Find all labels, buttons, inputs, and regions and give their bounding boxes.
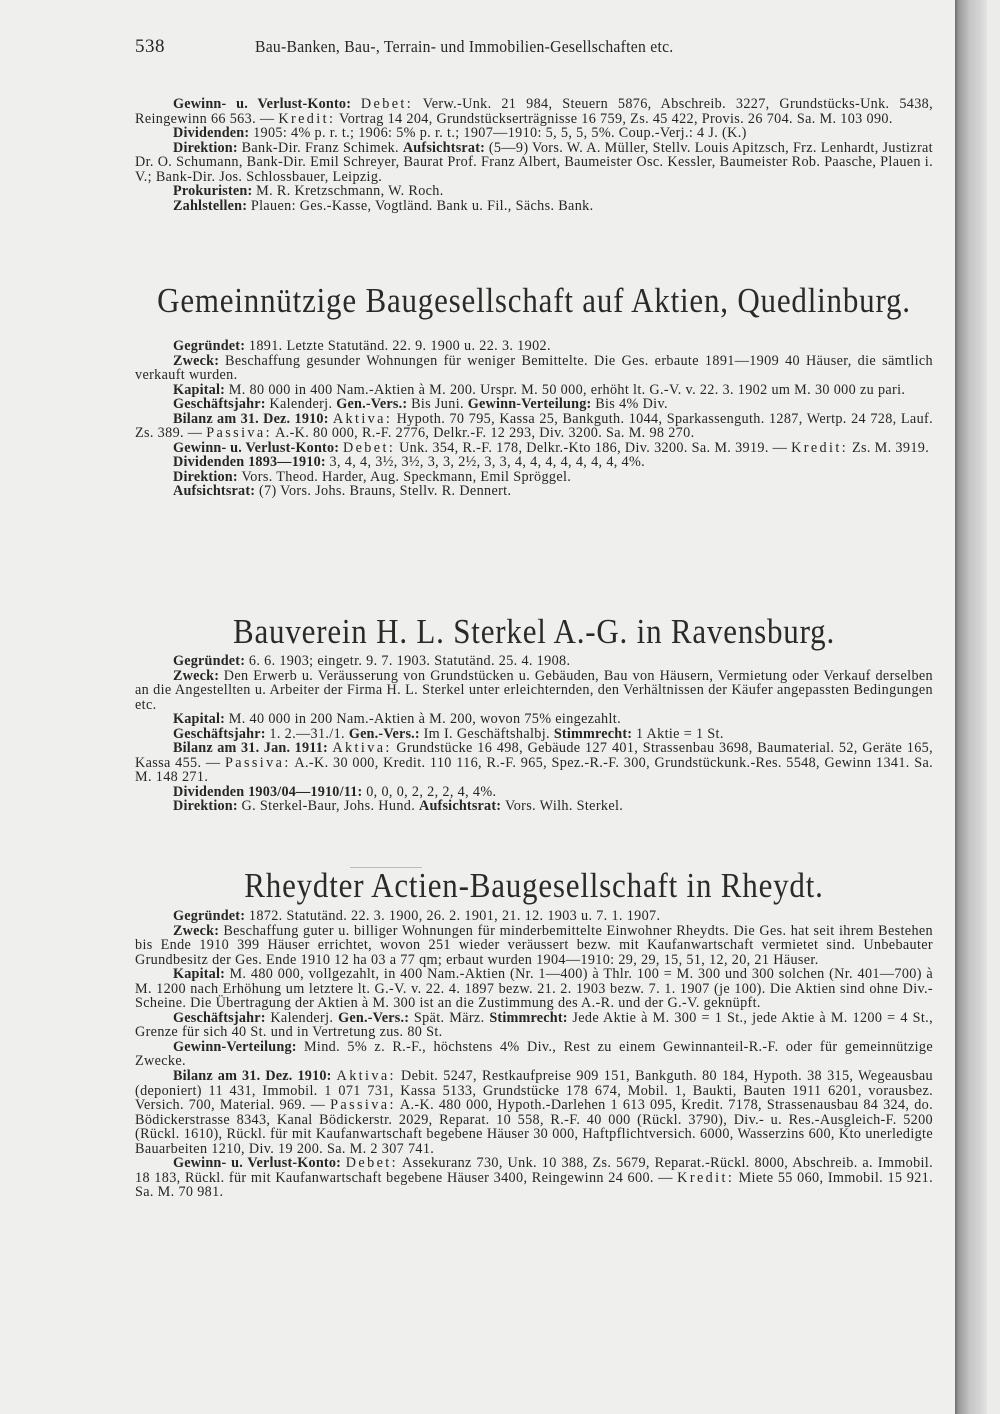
field-label: Gewinn- u. Verlust-Konto: (173, 439, 343, 456)
field-label: Aufsichtsrat: (402, 139, 489, 156)
field-text: M. 80 000 in 400 Nam.-Aktien à M. 200. Urspr. M. 50 000, erhöht lt. G.-V. v. 22. 3. 1902 um M. 30 000 zu pari. (228, 381, 906, 398)
field-label: Stimmrecht: (489, 1009, 573, 1026)
entry-paragraph (135, 1069, 933, 1156)
field-label: Zweck: (173, 352, 226, 369)
field-text: Grundstücke 16 498, Gebäude 127 401, Strassenbau 3698, Baumaterial. 52, Geräte 165, Kassa 455. — (135, 740, 933, 771)
account-side-label: Kredit: (278, 110, 336, 127)
entry-paragraph (135, 126, 933, 141)
entry-paragraph (135, 199, 933, 214)
field-text: A.-K. 30 000, Kredit. 110 116, R.-F. 965, Spez.-R.-F. 300, Grundstückunk.-Res. 5548, Gewinn 1341. Sa. M. 148 271. (135, 754, 933, 786)
field-label: Kapital: (173, 966, 230, 983)
field-text: Mind. 5% z. R.-F., höchstens 4% Div., Rest zu einem Gewinnanteil-R.-F. oder für gemeinnützige Zwecke. (135, 1038, 933, 1070)
entry-paragraph (135, 654, 933, 669)
field-text: Vors. Wilh. Sterkel. (504, 798, 624, 815)
field-label: Bilanz am 31. Jan. 1911: (173, 740, 333, 757)
field-label: Aufsichtsrat: (419, 798, 505, 815)
account-side-label: Passiva: (224, 754, 291, 771)
company-title: Rheydter Actien-Baugesellschaft in Rheydt. (244, 865, 824, 906)
field-text: Bis Juni. (411, 396, 468, 413)
field-label: Bilanz am 31. Dez. 1910: (173, 1068, 337, 1085)
field-text: 3, 4, 4, 3½, 3½, 3, 3, 2½, 3, 3, 4, 4, 4, 4, 4, 4, 4, 4%. (329, 454, 646, 471)
field-label: Dividenden 1893—1910: (173, 454, 330, 471)
entry-paragraph (135, 484, 933, 499)
entry-paragraph (135, 712, 933, 727)
account-side-label: Aktiva: (332, 740, 392, 757)
entry-body (135, 339, 933, 499)
book-gutter (955, 0, 987, 1414)
field-text: Vortrag 14 204, Grundstückserträgnisse 16 759, Zs. 45 422, Provis. 26 704. Sa. M. 103 090. (335, 110, 893, 127)
entry-paragraph (135, 741, 933, 785)
field-label: Geschäftsjahr: (173, 396, 270, 413)
field-text: Hypoth. 70 795, Kassa 25, Bankguth. 1044, Sparkassenguth. 1287, Wertp. 24 728, Lauf. Zs. 389. — (135, 410, 933, 442)
field-label: Dividenden 1903/04—1910/11: (173, 783, 367, 800)
entry-paragraph (135, 785, 933, 800)
field-text: M. 480 000, vollgezahlt, in 400 Nam.-Aktien (Nr. 1—400) à Thlr. 100 = M. 300 und 300 solchen (Nr. 401—700) à M. 1200 nach Erhöhung um letztere lt. G.-V. v. 22. 4. 1897 bezw. 21. 2. 1903 bezw. 7. 1. 1907 (je 100). Die Aktien sind ohne Div.-Scheine. Die Übertragung der Aktien à M. 300 ist an die Zustimmung des A.-R. und der G.-V. geknüpft. (135, 966, 934, 1012)
field-label: Gegründet: (173, 908, 249, 924)
field-label: Gewinn-Verteilung: (173, 1038, 304, 1055)
field-text: 6. 6. 1903; eingetr. 9. 7. 1903. Statutänd. 25. 4. 1908. (248, 653, 571, 669)
field-label: Aufsichtsrat: (173, 483, 259, 500)
entry-paragraph (135, 799, 933, 814)
field-text: Beschaffung gesunder Wohnungen für weniger Bemittelte. Die Ges. erbaute 1891—1909 40 Häuser, die sämtlich verkauft wurden. (135, 352, 933, 384)
entry-paragraph (135, 441, 933, 456)
entry-paragraph (135, 669, 933, 713)
field-label: Stimmrecht: (553, 725, 636, 742)
field-text: Kalenderj. (269, 396, 337, 413)
field-text: A.-K. 480 000, Hypoth.-Darlehen 1 613 095, Kredit. 7178, Strassenausbau 84 324, do. Bödickerstrasse 8343, Kanal Bödickerstr. 2029, Reparat. 10 558, R.-F. 40 000 (Rückl. 3790), Div.- u. Res.-Ausgleich-F. 5200 (Rückl. 1610), Rückl. für mit Kaufanwartschaft begebene Häuser 30 000, Haftpflichtversich. 6000, Wasserzins 600, Kto unerledigte Bauarbeiten 1210, Div. 19 200. Sa. M. 2 307 741. (135, 1097, 933, 1157)
account-side-label: Debet: (342, 439, 396, 456)
field-text: Vors. Theod. Harder, Aug. Speckmann, Emil Spröggel. (241, 468, 572, 485)
field-label: Gegründet: (173, 338, 249, 354)
field-label: Gewinn- u. Verlust-Konto: (173, 96, 361, 112)
entry-paragraph (135, 909, 933, 924)
field-text: Miete 55 060, Immobil. 15 921. Sa. M. 70 981. (135, 1169, 933, 1201)
running-header: Bau-Banken, Bau-, Terrain- und Immobilien-Gesellschaften etc. (255, 37, 674, 56)
field-label: Gen.-Vers.: (348, 725, 424, 742)
entry-paragraph (135, 354, 933, 383)
field-text: 1872. Statutänd. 22. 3. 1900, 26. 2. 1901, 21. 12. 1903 u. 7. 1. 1907. (248, 908, 661, 924)
account-side-label: Kredit: (791, 439, 849, 456)
field-label: Bilanz am 31. Dez. 1910: (173, 410, 333, 427)
entry-body (135, 909, 933, 1200)
entry-body (135, 97, 933, 213)
field-label: Direktion: (173, 139, 242, 156)
field-text: G. Sterkel-Baur, Johs. Hund. (241, 798, 419, 815)
account-side-label: Passiva: (206, 425, 272, 442)
field-text: Unk. 354, R.-F. 178, Delkr.-Kto 186, Div. 3200. Sa. M. 3919. — (395, 439, 792, 456)
company-title: Bauverein H. L. Sterkel A.-G. in Ravensburg. (233, 611, 835, 652)
field-text: 1. 2.—31./1. (269, 725, 349, 742)
account-side-label: Debet: (360, 96, 414, 112)
field-text: M. 40 000 in 200 Nam.-Aktien à M. 200, wovon 75% eingezahlt. (228, 711, 621, 728)
field-text: Kalenderj. (270, 1009, 339, 1026)
entry-paragraph (135, 141, 933, 185)
field-label: Kapital: (173, 711, 229, 728)
field-label: Gen.-Vers.: (338, 1009, 414, 1026)
field-text: M. R. Kretzschmann, W. Roch. (256, 183, 444, 200)
entry-paragraph (135, 97, 933, 126)
field-text: Spät. März. (413, 1009, 490, 1026)
field-label: Prokuristen: (173, 183, 257, 200)
field-label: Gewinn- u. Verlust-Konto: (173, 1155, 346, 1172)
entry-paragraph (135, 339, 933, 354)
field-text: Verw.-Unk. 21 984, Steuern 5876, Abschreib. 3227, Grundstücks-Unk. 5438, Reingewinn 66 563. — (135, 96, 933, 127)
adjacent-page-edge (987, 0, 1000, 1414)
field-text: Zs. M. 3919. (848, 439, 930, 456)
field-text: (7) Vors. Johs. Brauns, Stellv. R. Dennert. (258, 483, 512, 500)
entry-paragraph (135, 1011, 933, 1040)
entry-paragraph (135, 1156, 933, 1200)
entry-paragraph (135, 184, 933, 199)
field-text: 0, 0, 0, 2, 2, 2, 4, 4%. (366, 783, 497, 800)
account-side-label: Aktiva: (336, 1068, 396, 1085)
field-text: Den Erwerb u. Veräusserung von Grundstücken u. Gebäuden, Bau von Häusern, Vermietung oder Verkauf derselben an die Angestellten u. Arbeiter der Firma H. L. Sterkel unter erleichternden, den Verhältnissen der Käufer angepassten Bedingungen etc. (135, 667, 933, 713)
entry-paragraph (135, 470, 933, 485)
field-text: (5—9) Vors. W. A. Müller, Stellv. Louis Apitzsch, Frz. Lenhardt, Justizrat Dr. O. Schumann, Bank-Dir. Emil Schreyer, Baurat Prof. Franz Albert, Baumeister Osc. Kessler, Baumeister Rob. Paasche, Plauen i. V.; Bank-Dir. Jos. Schlossbauer, Leipzig. (135, 139, 933, 185)
company-title: Gemeinnützige Baugesellschaft auf Aktien, Quedlinburg. (157, 280, 911, 321)
entry-paragraph (135, 924, 933, 968)
field-label: Gegründet: (173, 653, 249, 669)
account-side-label: Aktiva: (332, 410, 393, 427)
field-label: Geschäftsjahr: (173, 1009, 271, 1026)
field-label: Gewinn-Verteilung: (467, 396, 596, 413)
field-label: Zweck: (173, 667, 224, 684)
field-text: Bank-Dir. Franz Schimek. (241, 139, 403, 156)
field-text: Beschaffung guter u. billiger Wohnungen für minderbemittelte Einwohner Rheydts. Die Ges. hat seit ihrem Bestehen bis Ende 1910 399 Häuser errichtet, wovon 251 wieder veräussert bezw. mit Kaufanwartschaft vermietet sind. Unbebauter Grundbesitz der Ges. Ende 1910 12 ha 03 a 77 qm; erbaut wurden 1904—1910: 29, 29, 15, 51, 12, 20, 21 Häuser. (135, 922, 933, 968)
field-text: A.-K. 80 000, R.-F. 2776, Delkr.-F. 12 293, Div. 3200. Sa. M. 98 270. (271, 425, 695, 442)
entry-paragraph (135, 967, 933, 1011)
field-text: Debit. 5247, Restkaufpreise 909 151, Bankguth. 80 184, Hypoth. 38 315, Wegeausbau (deponiert) 11 431, Immobil. 1 071 731, Kassa 5133, Grundstücke 178 674, Mobil. 1, Baukti, Bauten 1911 6201, vorausbez. Versich. 700, Material. 969. — (135, 1068, 934, 1114)
entry-paragraph (135, 397, 933, 412)
entry-paragraph (135, 1040, 933, 1069)
entry-paragraph (135, 455, 933, 470)
field-label: Direktion: (173, 468, 242, 485)
entry-paragraph (135, 412, 933, 441)
entry-paragraph (135, 727, 933, 742)
field-text: Plauen: Ges.-Kasse, Vogtländ. Bank u. Fil., Sächs. Bank. (250, 197, 594, 214)
entry-body (135, 654, 933, 814)
field-text: 1 Aktie = 1 St. (635, 725, 724, 742)
field-label: Gen.-Vers.: (336, 396, 412, 413)
field-text: Assekuranz 730, Unk. 10 388, Zs. 5679, Reparat.-Rückl. 8000, Abschreib. a. Immobil. 18 183, Rückl. für mit Kaufanwartschaft begebene Häuser 3400, Reingewinn 24 600. — (135, 1155, 933, 1186)
field-label: Dividenden: (173, 125, 254, 142)
field-label: Zweck: (173, 922, 224, 939)
field-label: Zahlstellen: (173, 197, 251, 214)
account-side-label: Debet: (345, 1155, 398, 1172)
entry-paragraph (135, 383, 933, 398)
field-label: Geschäftsjahr: (173, 725, 270, 742)
field-label: Direktion: (173, 798, 242, 815)
field-text: 1891. Letzte Statutänd. 22. 9. 1900 u. 22. 3. 1902. (248, 338, 551, 354)
page-number: 538 (135, 36, 165, 57)
field-text: 1905: 4% p. r. t.; 1906: 5% p. r. t.; 1907—1910: 5, 5, 5, 5%. Coup.-Verj.: 4 J. (K.) (253, 125, 747, 142)
field-text: Bis 4% Div. (595, 396, 668, 413)
account-side-label: Passiva: (330, 1097, 396, 1114)
field-text: Im I. Geschäftshalbj. (423, 725, 554, 742)
account-side-label: Kredit: (677, 1169, 735, 1186)
field-label: Kapital: (173, 381, 229, 398)
field-text: Jede Aktie à M. 300 = 1 St., jede Aktie à M. 1200 = 4 St., Grenze für sich 40 St. und in Vertretung zus. 80 St. (135, 1009, 933, 1041)
